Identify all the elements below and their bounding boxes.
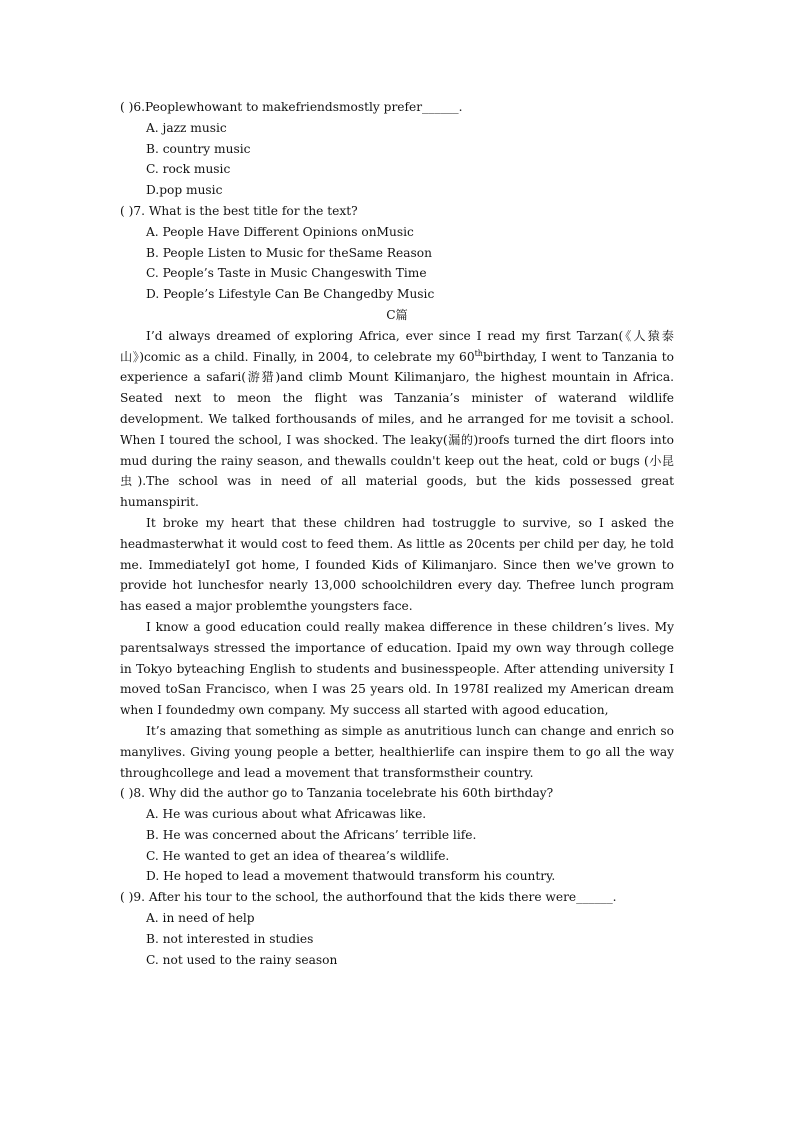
question-7-option-c: C. People’s Taste in Music Changeswith Time: [146, 266, 427, 281]
passage-paragraph-1-part-a: I’d always dreamed of exploring Africa, ever since I read my first Tarzan(《人猿泰山》)comic as a child. Finally, in 2004, to celebrate my 60: [120, 328, 674, 364]
question-9-option-b: B. not interested in studies: [146, 931, 314, 946]
section-c-heading: C篇: [386, 307, 408, 322]
question-6-option-d: D.pop music: [146, 183, 223, 198]
question-8-option-a: A. He was curious about what Africawas like.: [146, 807, 427, 822]
question-7-option-b: B. People Listen to Music for theSame Reason: [146, 245, 432, 260]
passage-paragraph-1: [120, 326, 674, 513]
passage-paragraph-3: I know a good education could really makea difference in these children’s lives. My parentsalways stressed the importance of education. Ipaid my own way through college in Tokyo byteaching English to students and businesspeople. After attending university I moved toSan Francisco, when I was 25 years old. In 1978I realized my American dream when I foundedmy own company. My success all started with agood education,: [120, 619, 674, 718]
question-7-option-a: A. People Have Different Opinions onMusic: [146, 224, 414, 239]
passage-paragraph-2: It broke my heart that these children had tostruggle to survive, so I asked the headmasterwhat it would cost to feed them. As little as 20cents per child per day, he told me. ImmediatelyI got home, I founded Kids of Kilimanjaro. Since then we've grown to provide hot lunchesfor nearly 13,000 schoolchildren every day. Thefree lunch program has eased a major problemthe youngsters face.: [120, 515, 674, 614]
question-6-option-b: B. country music: [146, 141, 251, 156]
question-8-option-d: D. He hoped to lead a movement thatwould transform his country.: [146, 869, 556, 884]
question-6-option-a: A. jazz music: [146, 120, 227, 135]
passage-paragraph-1-part-b: birthday, I went to Tanzania to experience a safari(游猎)and climb Mount Kilimanjaro, the highest mountain in Africa. Seated next to meon the flight was Tanzania’s minister of waterand wildlife development. We talked forthousands of miles, and he arranged for me tovisit a school. When I toured the school, I was shocked. The leaky(漏的)roofs turned the dirt floors into mud during the rainy season, and thewalls couldn't keep out the heat, cold or bugs (小昆虫).The school was in need of all material goods, but the kids possessed great humanspirit.: [120, 349, 674, 510]
question-7-option-d: D. People’s Lifestyle Can Be Changedby Music: [146, 287, 435, 302]
question-6-stem: ( )6.Peoplewhowant to makefriendsmostly prefer______.: [120, 100, 463, 114]
question-8-stem: ( )8. Why did the author go to Tanzania tocelebrate his 60th birthday?: [120, 786, 554, 801]
passage-paragraph-4: It’s amazing that something as simple as anutritious lunch can change and enrich so manylives. Giving young people a better, healthierlife can inspire them to go all the way throughcollege and lead a movement that transformstheir country.: [120, 723, 674, 780]
question-8-option-c: C. He wanted to get an idea of thearea’s wildlife.: [146, 848, 450, 863]
question-8-option-b: B. He was concerned about the Africans’ terrible life.: [146, 827, 477, 842]
question-9-option-c: C. not used to the rainy season: [146, 952, 338, 967]
ordinal-suffix: th: [474, 348, 483, 358]
question-9-stem: ( )9. After his tour to the school, the authorfound that the kids there were______.: [120, 890, 617, 905]
question-6-option-c: C. rock music: [146, 162, 231, 177]
document-page: [120, 97, 674, 970]
question-7-stem: ( )7. What is the best title for the text?: [120, 203, 358, 218]
question-9-option-a: A. in need of help: [146, 911, 255, 926]
